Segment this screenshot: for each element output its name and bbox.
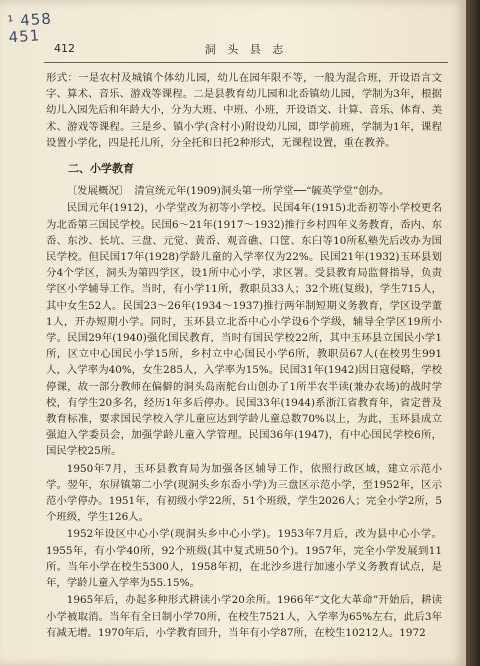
paragraph-3: 1950年7月，玉环县教育局为加强各区辅导工作，依照行政区域，建立示范小学。翌年，东屏镇第二小学(现洞头乡东岙小学)为三盘区示范小学，至1952年，区示范小学停办。1951年，有初级小学22所，51个班级，学生2026人；完全小学2所，5个班级，学生126人。: [46, 462, 442, 524]
header-rule: [44, 62, 448, 63]
paragraph-4: 1952年设区中心小学(现洞头乡中心小学)。1953年7月后，改为县中心小学。1955年，有小学40所，92个班级(其中复式班50个)。1957年，完全小学发展到11所。当年小学在校生5300人，1958年初，在北沙乡进行加速小学义务教育试点，是年，学龄儿童入学率为55.15%。: [46, 528, 442, 590]
book-spine: [466, 0, 480, 666]
page-body: [46, 70, 442, 641]
book-title: 洞 头 县 志: [204, 43, 288, 56]
paragraph-1: 〔发展概况〕 清宣统元年(1909)洞头第一所学堂──“毓英学堂”创办。: [66, 185, 390, 198]
page-number: 412: [54, 42, 75, 55]
paragraph-5: 1965年后，办起多种形式耕读小学20余所。1966年“文化大革命”开始后，耕读小学被取消。当年有全日制小学70所，在校生7521人，入学率为65%左右，此后3年有减无增。1970年后，小学教育回升，当年有小学87所，在校生10212人。1972: [46, 594, 442, 639]
handwritten-note: ¹ 458 451: [6, 9, 53, 47]
page-header: [44, 38, 448, 60]
paragraph-2: 民国元年(1912)，小学堂改为初等小学校。民国4年(1915)北岙初等小学校更名为北岙第三国民学校。民国6～21年(1917～1932)推行乡村四年义务教育，岙内、东岙、东沙、长坑、三盘、元觉、黄岙、观音礁、口筐、东臼等10所私塾先后改办为国民学校。但民国17年(1928)学龄儿童的入学率仅为22%。民国21年(1932)玉环县划分4个学区，洞头为第四学区，设1所中心小学，求区署。受县教育局监督指导，负责学区小学辅导工作。当时，有小学11所，教职员33人；32个班(复级)，学生715人，其中女生52人。民国23～26年(1934～1937)推行两年制短期义务教育，学区设学董1人，开办短期小学。同时，玉环县立北岙中心小学设6个学级，辅导全学区19所小学。民国29年(1940)强化国民教育，当时有国民学校22所，其中玉环县立国民小学1所，区立中心国民小学15所，乡村立中心国民小学6所，教职员67人(在校男生991人，入学率为40%，女生285人，入学率为15%。民国31年(1942)因日寇侵略，学校停课，故一部分教师在偏僻的洞头岛南舵台山创办了1所半农半读(兼办农场)的战时学校，有学生20多名，经历1年多后停办。民国33年(1944)系浙江省教育年，省定普及教育标准，要求国民学校入学儿童应达到学龄儿童总数70%以上，为此，玉环县成立强迫入学委员会，加强学龄儿童入学管理。民国36年(1947)，有中心国民学校6所，国民学校25所。: [46, 202, 442, 458]
section-title: 二、小学教育: [68, 162, 134, 176]
intro-paragraph: 形式：一是农村及城镇个体幼儿园，幼儿在园年限不等，一般为混合班，开设语言文字、算术、音乐、游戏等课程。二是县教育幼儿园和北岙镇幼儿园，学制为3年，根据幼儿入园先后和年龄大小，分为大班、中班、小班，开设语文、计算、音乐、体育、美术、游戏等课程。三是乡、镇小学(含村小)附设幼儿园，即学前班，学制为1年，课程设置小学化，四是托儿所，分全托和日托2种形式，无课程设置，重在教养。: [46, 72, 442, 149]
